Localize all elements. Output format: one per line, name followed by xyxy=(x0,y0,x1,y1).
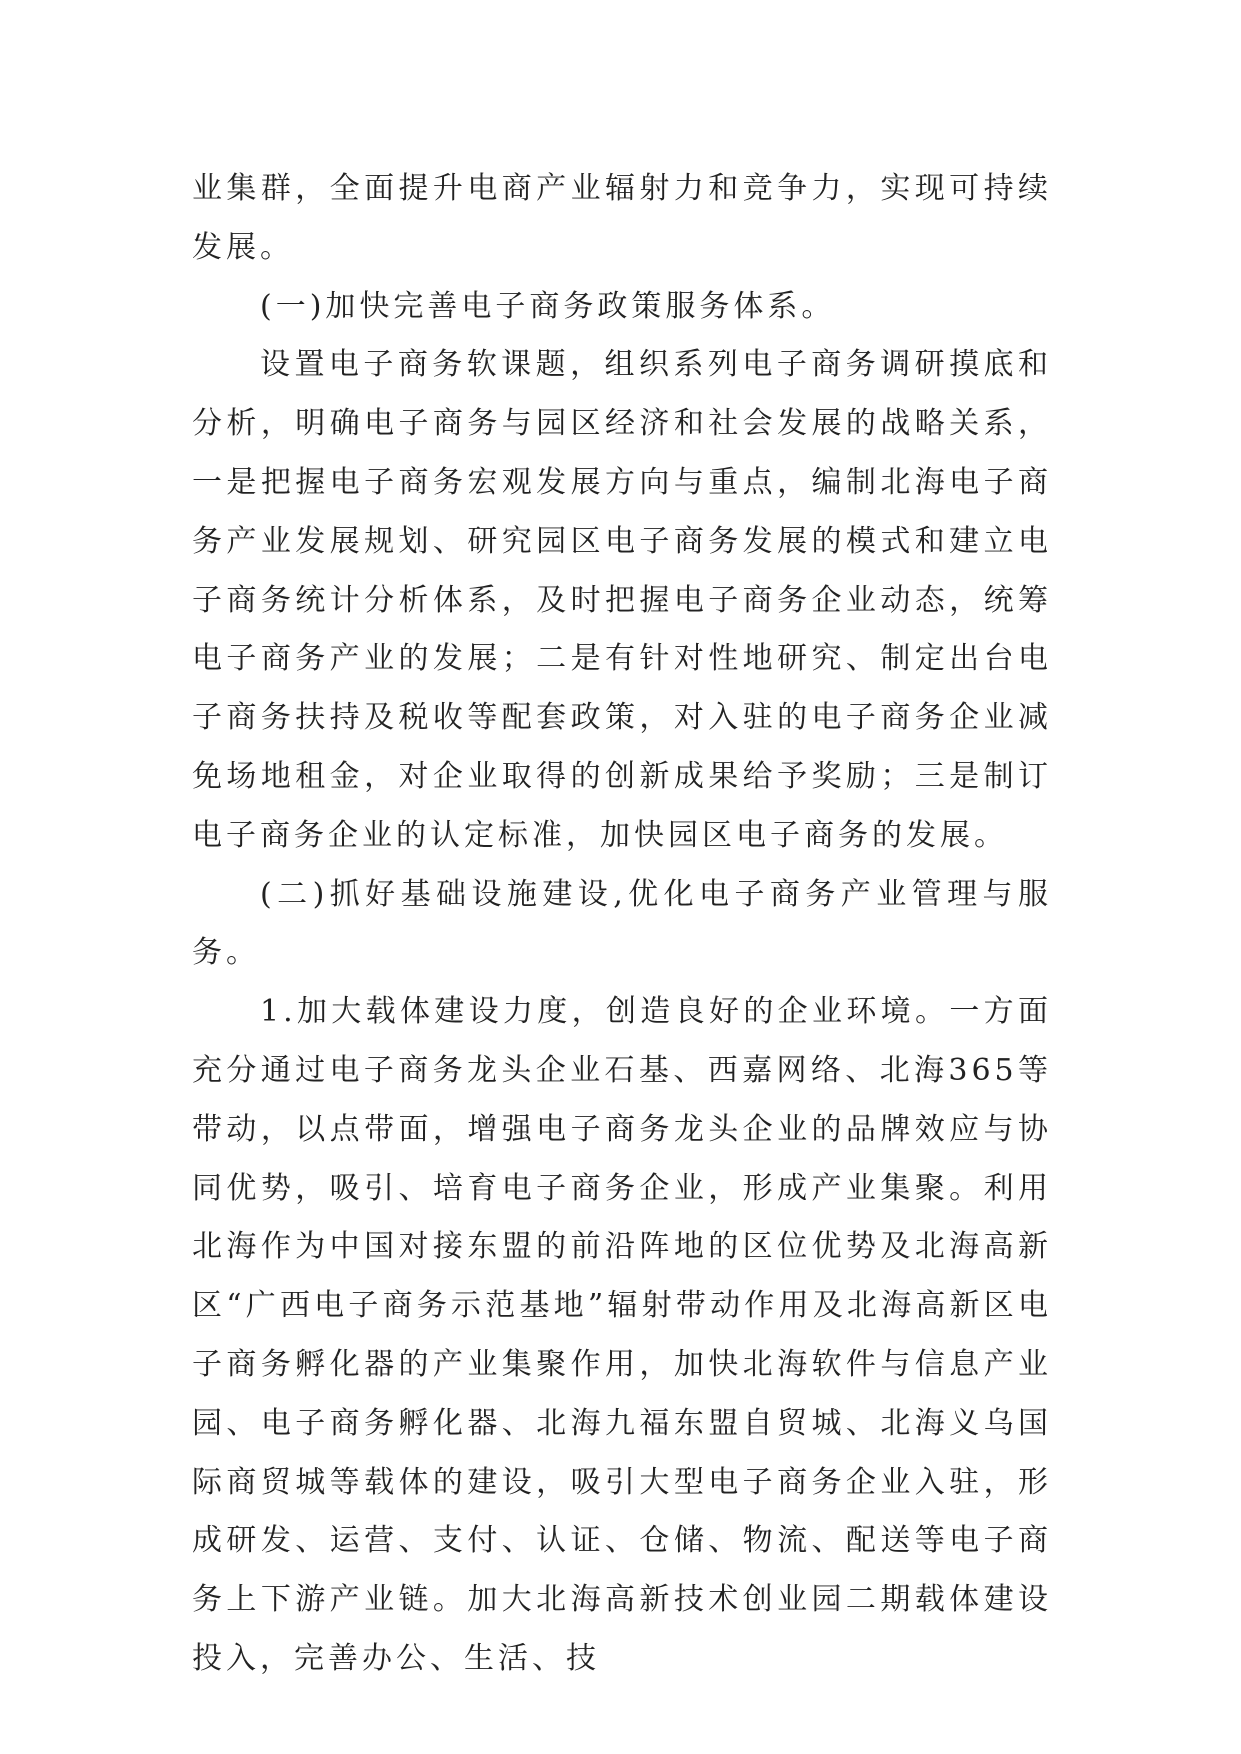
paragraph-continuation: 业集群，全面提升电商产业辐射力和竞争力，实现可持续发展。 xyxy=(192,171,1052,265)
section-heading-2: (二)抓好基础设施建设,优化电子商务产业管理与服务。 xyxy=(192,876,1052,971)
paragraph-policy: 设置电子商务软课题，组织系列电子商务调研摸底和分析，明确电子商务与园区经济和社会发展的战略关系，一是把握电子商务宏观发展方向与重点，编制北海电子商务产业发展规划、研究园区电子商务发展的模式和建立电子商务统计分析体系，及时把握电子商务企业动态，统筹电子商务产业的发展；二是有针对性地研究、制定出台电子商务扶持及税收等配套政策，对入驻的电子商务企业减免场地租金，对企业取得的创新成果给予奖励；三是制订电子商务企业的认定标准，加快园区电子商务的发展。 xyxy=(192,347,1052,853)
document-body xyxy=(192,160,1052,1689)
paragraph-infrastructure: 1.加大载体建设力度，创造良好的企业环境。一方面充分通过电子商务龙头企业石基、西嘉网络、北海365等带动，以点带面，增强电子商务龙头企业的品牌效应与协同优势，吸引、培育电子商务企业，形成产业集聚。利用北海作为中国对接东盟的前沿阵地的区位优势及北海高新区“广西电子商务示范基地”辐射带动作用及北海高新区电子商务孵化器的产业集聚作用，加快北海软件与信息产业园、电子商务孵化器、北海九福东盟自贸城、北海义乌国际商贸城等载体的建设，吸引大型电子商务企业入驻，形成研发、运营、支付、认证、仓储、物流、配送等电子商务上下游产业链。加大北海高新技术创业园二期载体建设投入，完善办公、生活、技 xyxy=(192,994,1052,1676)
section-heading-1: (一)加快完善电子商务政策服务体系。 xyxy=(260,288,836,324)
